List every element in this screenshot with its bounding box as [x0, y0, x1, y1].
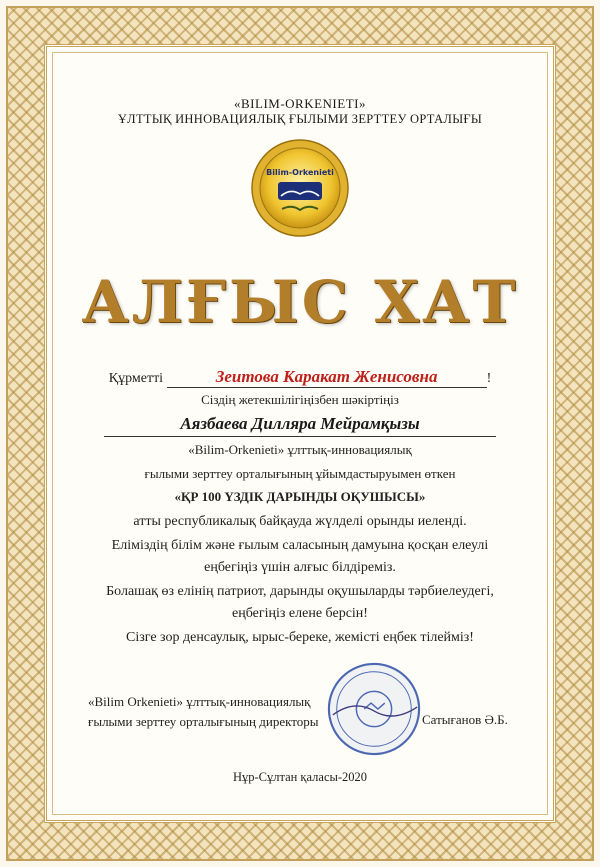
greeting-suffix: !	[486, 371, 492, 386]
body-line-1: «Bilim-Orkenieti» ұлттық-инновациялық	[188, 442, 412, 457]
contest-name: «ҚР 100 ҮЗДІК ДАРЫНДЫ ОҚУШЫСЫ»	[174, 489, 426, 504]
greeting-line	[60, 367, 540, 388]
body-line-9: Сізге зор денсаулық, ырыс-береке, жемісті еңбек тілейміз!	[126, 630, 474, 645]
body-line-8: еңбегіңіз елене берсін!	[232, 606, 368, 621]
body-line-4: атты республикалық байқауда жүлделі орынды иеленді.	[133, 514, 467, 529]
city-year: Нұр-Сұлтан қаласы-2020	[232, 770, 368, 784]
seal-text: Bilim-Orkenieti	[266, 168, 334, 177]
org-seal-logo	[250, 138, 350, 238]
director-title-line-1: «Bilim Orkenieti» ұлттық-инновациялық	[88, 694, 311, 709]
body-line-2: ғылыми зерттеу орталығының ұйымдастыруымен өткен	[144, 466, 456, 481]
director-title-line-2: ғылыми зерттеу орталығының директоры	[88, 714, 319, 729]
supervision-line: Сіздің жетекшілігіңізбен шәкіртіңіз	[201, 392, 399, 407]
student-name: Аязбаева Диллярa Мейрамқызы	[104, 414, 496, 437]
official-stamp	[325, 660, 423, 758]
director-title	[88, 692, 318, 732]
body-line-6: еңбегіңіз үшін алғыс білдіреміз.	[204, 560, 396, 575]
body-line-7: Болашақ өз елінің патриот, дарынды оқушыларды тәрбиелеудегі,	[106, 584, 494, 599]
director-name: Сатығанов Ә.Б.	[422, 712, 508, 727]
body-line-5: Еліміздің білім және ғылым саласының дамуына қосқан елеулі	[111, 538, 489, 553]
org-subtitle: ҰЛТТЫҚ ИННОВАЦИЯЛЫҚ ҒЫЛЫМИ ЗЕРТТЕУ ОРТАЛЫҒЫ	[117, 112, 483, 126]
org-name: «BILIM-ORKENIETI»	[234, 96, 366, 111]
greeting-prefix: Құрметті	[108, 371, 164, 386]
teacher-name: Зеитова Каракат Женисовна	[167, 367, 487, 388]
certificate-title: АЛҒЫС ХАТ	[81, 268, 519, 336]
